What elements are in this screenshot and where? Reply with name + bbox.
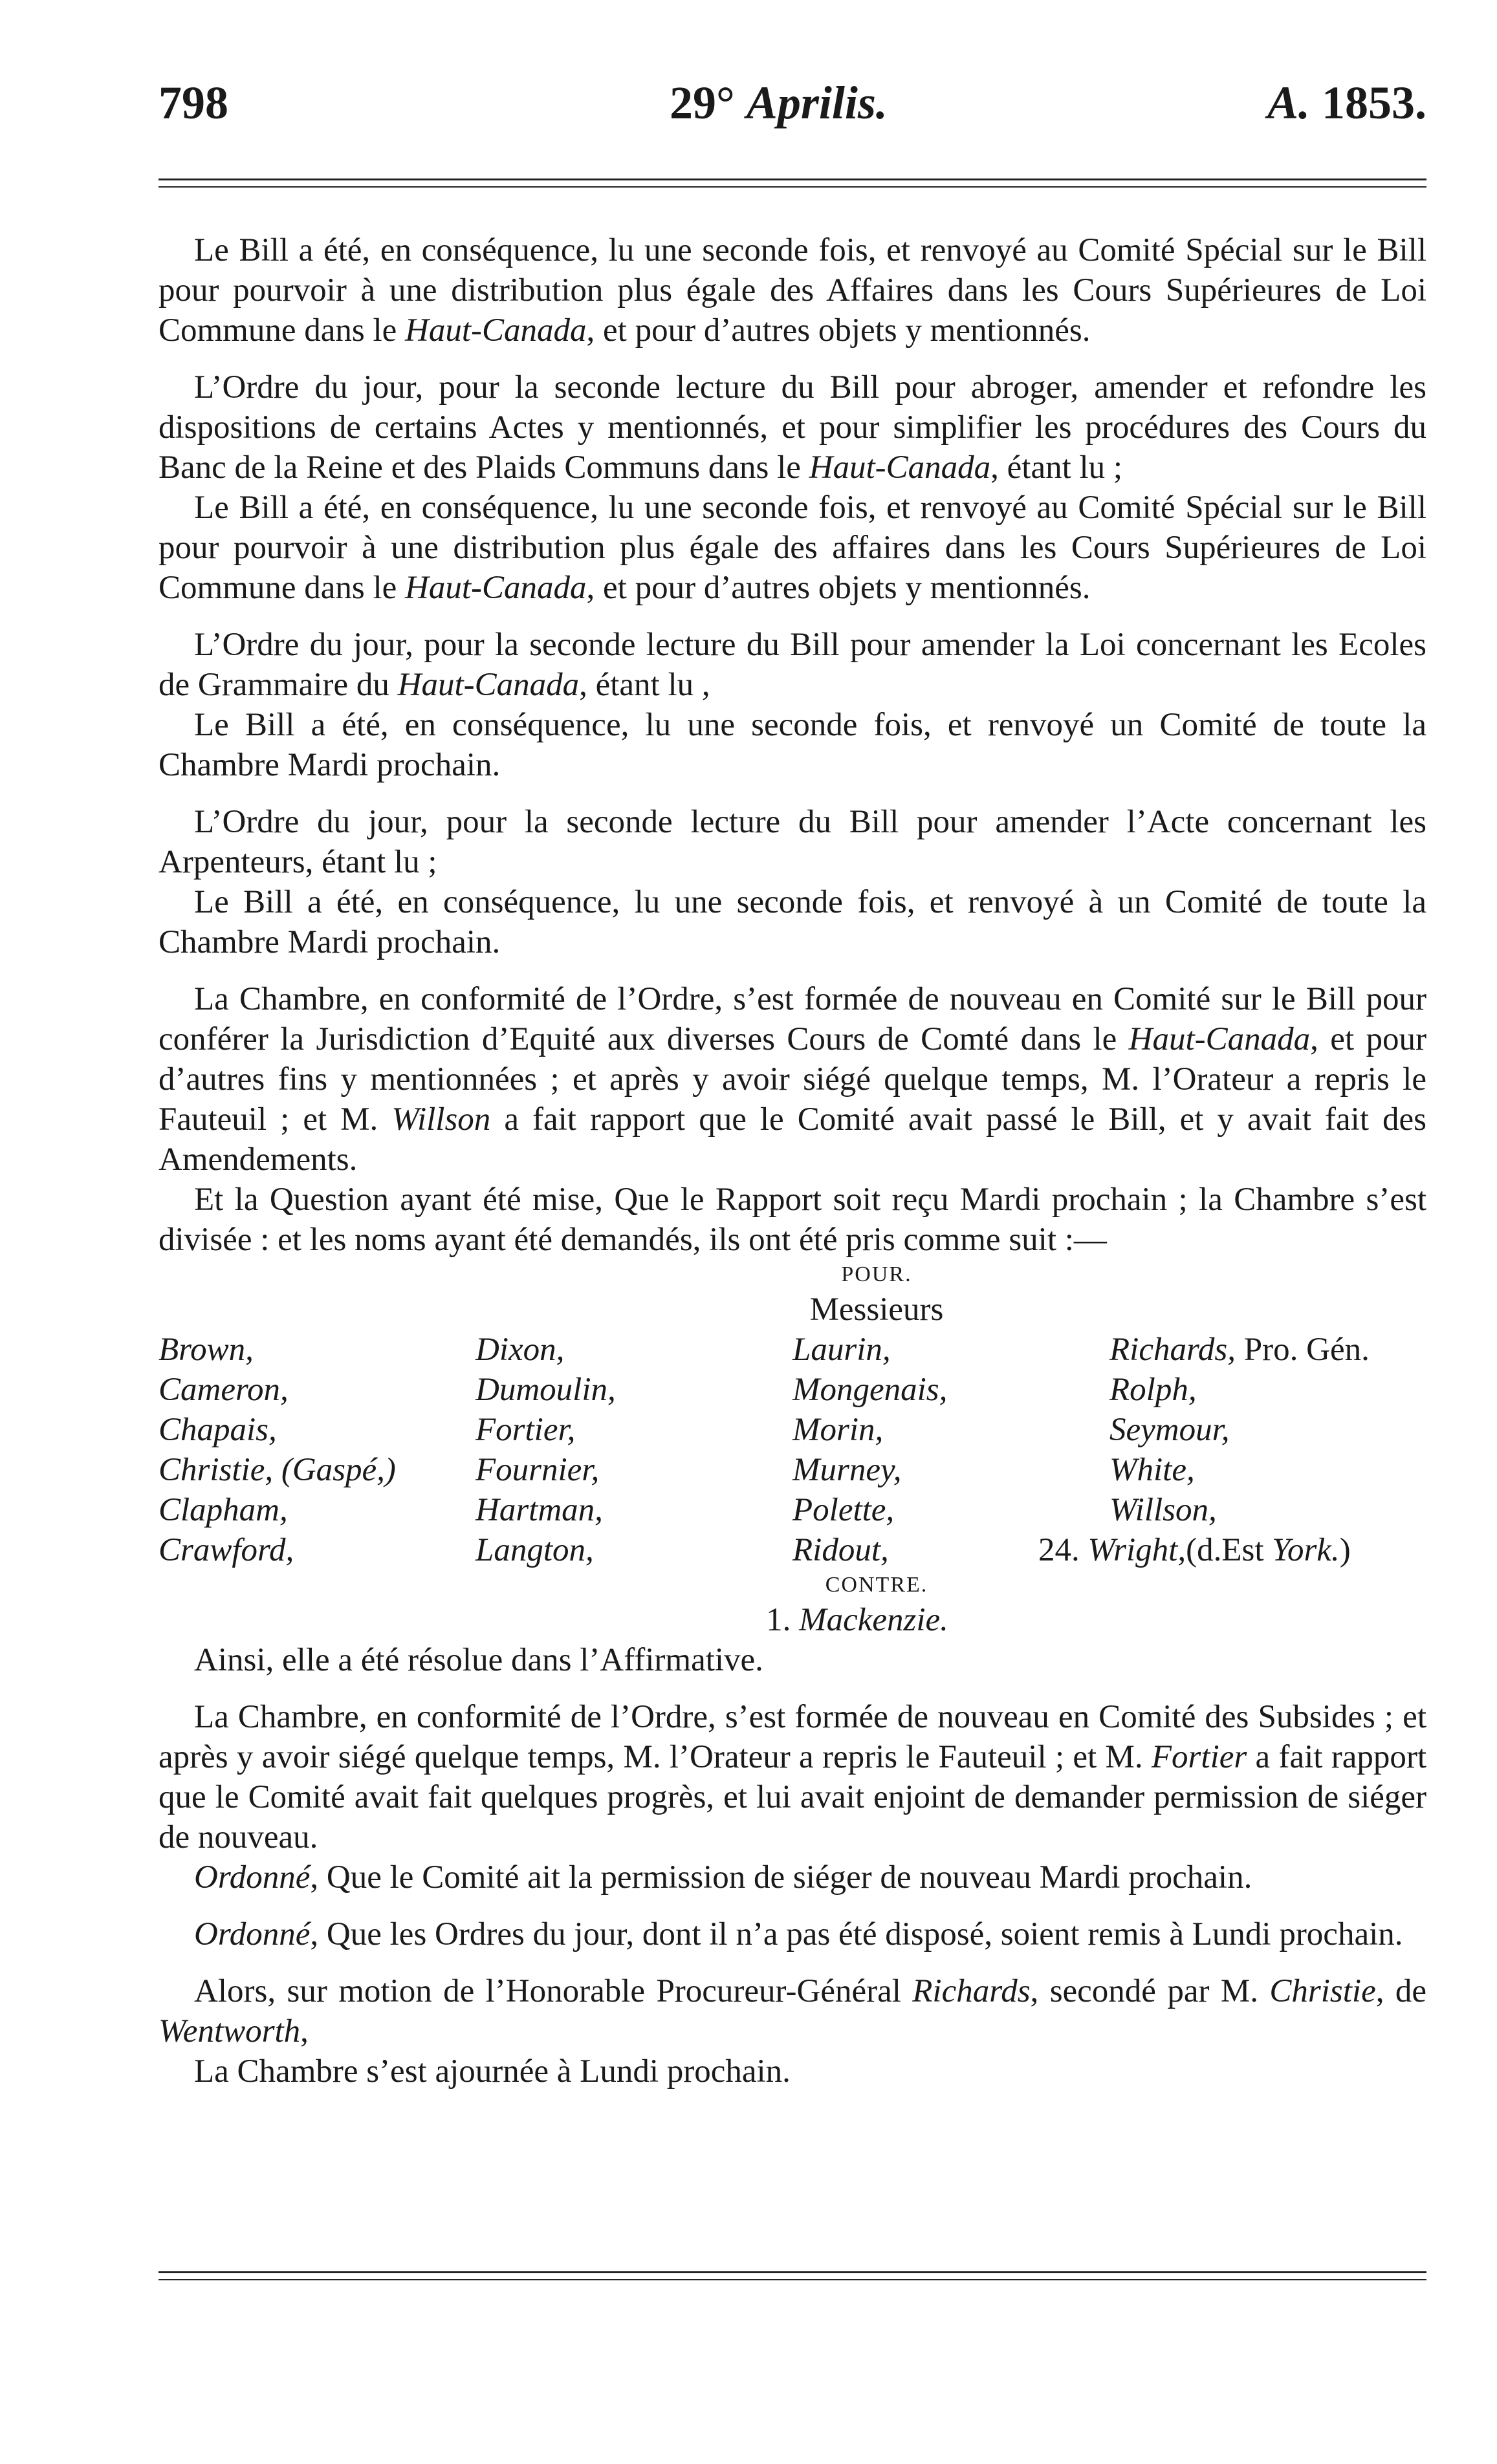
member-name: Morin, xyxy=(792,1412,884,1448)
member-name: 24. Wright,(d.Est York.) xyxy=(1038,1532,1351,1568)
text-run: Ainsi, elle a été résolue dans l’Affirmative. xyxy=(194,1642,763,1678)
paragraph xyxy=(158,979,1426,1180)
member-name: Christie, (Gaspé,) xyxy=(158,1452,396,1488)
italic-text: Christie xyxy=(1269,1973,1376,2009)
member-name: Mongenais, xyxy=(792,1372,948,1408)
member-name: Fortier, xyxy=(475,1412,576,1448)
italic-text: Ordonné xyxy=(194,1859,311,1896)
page-number: 798 xyxy=(158,77,228,129)
pour-count: 24. xyxy=(1038,1532,1080,1568)
text-run: Et la Question ayant été mise, Que le Rapport soit reçu Mardi prochain ; la Chambre s’est divisée : et les noms ayant été demandés, ils ont été pris comme suit :— xyxy=(158,1182,1426,1258)
text-run: Le Bill a été, en conséquence, lu une seconde fois, et renvoyé au Comité Spécial sur le Bill pour pourvoir à une distribution plus égale des Affaires dans les Cours Supérieures de Loi Commune dans le xyxy=(158,232,1426,349)
text-run: , étant lu , xyxy=(579,667,710,703)
paragraph xyxy=(158,705,1426,785)
vote-contre-heading: CONTRE. xyxy=(825,1573,928,1597)
text-run: , étant lu ; xyxy=(990,449,1123,486)
header-rule xyxy=(158,178,1426,188)
italic-text: Ordonné xyxy=(194,1916,311,1952)
header-year xyxy=(1267,76,1426,130)
italic-text: Wentworth xyxy=(158,2013,301,2049)
italic-text: Willson xyxy=(391,1101,491,1138)
text-run: , xyxy=(300,2013,309,2049)
paragraph xyxy=(158,802,1426,882)
member-name: Willson, xyxy=(1109,1492,1217,1528)
text-run: Alors, sur motion de l’Honorable Procureur-Général xyxy=(194,1973,913,2009)
paragraph xyxy=(158,2051,1426,2091)
member-name: Langton, xyxy=(475,1532,594,1568)
text-run: , de xyxy=(1375,1973,1426,2009)
text-run: , et pour d’autres objets y mentionnés. xyxy=(586,312,1091,349)
member-name: Dixon, xyxy=(475,1332,565,1368)
paragraph xyxy=(158,1971,1426,2051)
member-name: Murney, xyxy=(792,1452,902,1488)
text-run: La Chambre, en conformité de l’Ordre, s’est formée de nouveau en Comité des Subsides ; et après y avoir siégé quelque temps, M. l’Orateur a repris le Fauteuil ; et M. xyxy=(158,1699,1426,1775)
member-name: Mackenzie. xyxy=(799,1602,948,1638)
italic-text: Haut-Canada xyxy=(405,570,587,606)
text-run: a fait rapport que le Comité avait passé le Bill, et y avait fait des Amendements. xyxy=(158,1101,1426,1178)
paragraph xyxy=(158,625,1426,705)
member-name: White, xyxy=(1109,1452,1195,1488)
italic-text: Haut-Canada xyxy=(1128,1021,1311,1057)
italic-text: Haut-Canada xyxy=(809,449,991,486)
vote-contre-line xyxy=(288,1600,1426,1640)
italic-text: Richards xyxy=(912,1973,1031,2009)
contre-count: 1. xyxy=(766,1602,791,1638)
running-header xyxy=(158,76,1426,147)
member-name: Crawford, xyxy=(158,1532,294,1568)
text-run: La Chambre, en conformité de l’Ordre, s’est formée de nouveau en Comité sur le Bill pour conférer la Jurisdiction d’Equité aux diverses Cours de Comté dans le xyxy=(158,981,1426,1057)
italic-text: Haut-Canada xyxy=(397,667,580,703)
paragraph xyxy=(158,882,1426,962)
paragraph xyxy=(158,230,1426,351)
text-run: L’Ordre du jour, pour la seconde lecture du Bill pour amender la Loi concernant les Ecoles de Grammaire du xyxy=(158,627,1426,703)
footer-rule xyxy=(158,2271,1426,2280)
member-name: Hartman, xyxy=(475,1492,603,1528)
text-run: Le Bill a été, en conséquence, lu une seconde fois, et renvoyé à un Comité de toute la Chambre Mardi prochain. xyxy=(158,884,1426,960)
member-name: Clapham, xyxy=(158,1492,288,1528)
paragraph xyxy=(158,1640,1426,1680)
member-name: Chapais, xyxy=(158,1412,277,1448)
paragraph xyxy=(158,1914,1426,1954)
italic-text: Haut-Canada xyxy=(405,312,587,349)
header-date-number: 29° xyxy=(670,77,735,129)
member-name: Brown, xyxy=(158,1332,254,1368)
paragraph xyxy=(158,1697,1426,1857)
text-run: a fait rapport que le Comité avait fait quelques progrès, et lui avait enjoint de demander permission de siéger de nouveau. xyxy=(158,1739,1426,1855)
paragraph xyxy=(158,367,1426,488)
paragraph xyxy=(158,488,1426,608)
text-run: , Que les Ordres du jour, dont il n’a pas été disposé, soient remis à Lundi prochain. xyxy=(310,1916,1403,1952)
vote-names-table xyxy=(158,1330,1426,1570)
paragraph xyxy=(158,1857,1426,1897)
member-title: Pro. Gén. xyxy=(1236,1332,1370,1368)
member-name: Cameron, xyxy=(158,1372,289,1408)
member-name: Richards, Pro. Gén. xyxy=(1109,1332,1370,1368)
header-year-number: 1853. xyxy=(1322,77,1426,129)
vote-messieurs: Messieurs xyxy=(809,1291,944,1328)
member-name: Laurin, xyxy=(792,1332,891,1368)
member-name: Fournier, xyxy=(475,1452,600,1488)
text-run: La Chambre s’est ajournée à Lundi prochain. xyxy=(194,2053,791,2090)
member-name: Seymour, xyxy=(1109,1412,1230,1448)
text-run: L’Ordre du jour, pour la seconde lecture du Bill pour amender l’Acte concernant les Arpenteurs, étant lu ; xyxy=(158,804,1426,880)
paragraph xyxy=(158,1180,1426,1260)
member-name: Polette, xyxy=(792,1492,895,1528)
member-name: Dumoulin, xyxy=(475,1372,616,1408)
member-name: Rolph, xyxy=(1109,1372,1197,1408)
header-date xyxy=(670,76,888,130)
italic-text: Fortier xyxy=(1151,1739,1247,1775)
page-body xyxy=(158,230,1426,2091)
header-year-letter: A. xyxy=(1267,77,1310,129)
text-run: , secondé par M. xyxy=(1030,1973,1270,2009)
header-date-word: Aprilis. xyxy=(746,77,888,129)
text-run: Le Bill a été, en conséquence, lu une seconde fois, et renvoyé un Comité de toute la Chambre Mardi prochain. xyxy=(158,707,1426,783)
text-run: , Que le Comité ait la permission de siéger de nouveau Mardi prochain. xyxy=(310,1859,1252,1896)
text-run: , et pour d’autres objets y mentionnés. xyxy=(586,570,1091,606)
text-run: , et pour d’autres fins y mentionnées ; et après y avoir siégé quelque temps, M. l’Orateur a repris le Fauteuil ; et M. xyxy=(158,1021,1426,1138)
vote-pour-heading: POUR. xyxy=(841,1262,912,1286)
text-run: L’Ordre du jour, pour la seconde lecture du Bill pour abroger, amender et refondre les dispositions de certains Actes y mentionnés, et pour simplifier les procédures des Cours du Banc de la Reine et des Plaids Communs dans le xyxy=(158,369,1426,486)
member-name: Ridout, xyxy=(792,1532,889,1568)
text-run: Le Bill a été, en conséquence, lu une seconde fois, et renvoyé au Comité Spécial sur le Bill pour pourvoir à une distribution plus égale des affaires dans les Cours Supérieures de Loi Commune dans le xyxy=(158,490,1426,606)
